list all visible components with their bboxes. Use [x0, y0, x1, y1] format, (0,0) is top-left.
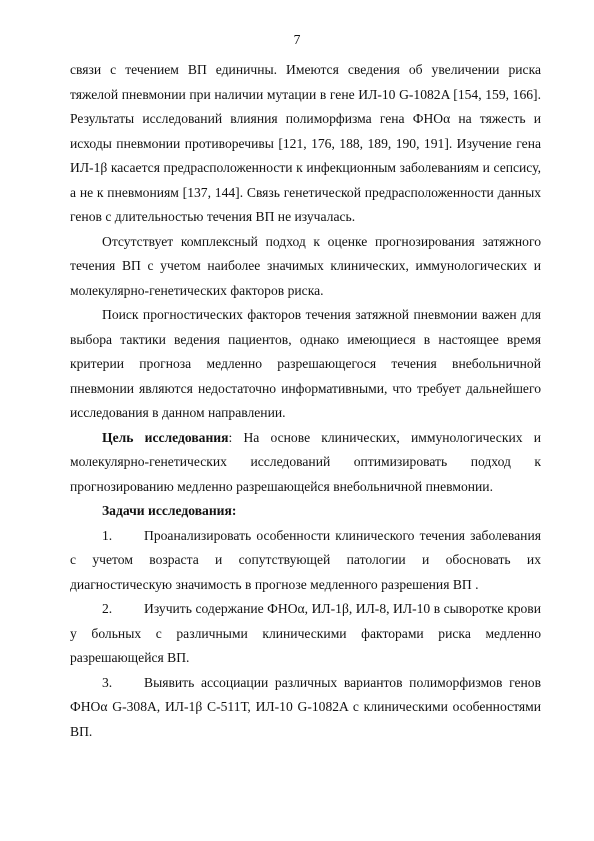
goal-text: : На основе клинических, иммунологических и молекулярно-генетических исследований оптимизировать подход к прогнозированию медленно разрешающейся внебольничной пневмонии.: [70, 429, 541, 494]
task-number: 1.: [102, 527, 113, 543]
task-text: Проанализировать особенности клинического течения заболевания с учетом возраста и сопутствующей патологии и обосновать их диагностическую значимость в прогнозе медленного разрешения ВП .: [70, 527, 541, 592]
paragraph-prognostic-factors: Поиск прогностических факторов течения затяжной пневмонии важен для выбора тактики ведения пациентов, однако имеющиеся в настоящее время критерии прогноза медленно разрешающегося течения внебольничной пневмонии являются недостаточно информативными, что требует дальнейшего исследования в данном направлении.: [70, 307, 541, 420]
tasks-heading: Задачи исследования:: [102, 503, 237, 518]
task-text: Выявить ассоциации различных вариантов полиморфизмов генов ФНОα G-308A, ИЛ-1β С-511Т, ИЛ-10 G-1082A с клиническими особенностями ВП.: [70, 674, 541, 739]
goal-label: Цель исследования: [102, 429, 229, 445]
task-text: Изучить содержание ФНОα, ИЛ-1β, ИЛ-8, ИЛ-10 в сыворотке крови у больных с различными клиническими факторами риска медленно разрешающейся ВП.: [70, 601, 541, 665]
task-number: 2.: [102, 601, 113, 616]
paragraph-no-approach: Отсутствует комплексный подход к оценке прогнозирования затяжного течения ВП с учетом наиболее значимых клинических, иммунологических и молекулярно-генетических факторов риска.: [70, 233, 541, 298]
task-item-2: [70, 597, 541, 671]
paragraph-goal: [70, 426, 541, 500]
task-number: 3.: [102, 674, 113, 690]
task-item-3: [70, 671, 541, 745]
task-item-1: [70, 524, 541, 598]
document-body: [70, 58, 541, 744]
paragraph-genetics: связи с течением ВП единичны. Имеются сведения об увеличении риска тяжелой пневмонии при наличии мутации в гене ИЛ-10 G-1082A [154, 159, 166]. Результаты исследований влияния полиморфизма гена ФНОα на тяжесть и исходы пневмонии противоречивы [121, 176, 188, 189, 190, 191]. Изучение гена ИЛ-1β касается предрасположенности к инфекционным заболеваниям и сепсису, а не к пневмониям [137, 144]. Связь генетической предрасположенности данных генов с длительностью течения ВП не изучалась.: [70, 62, 541, 224]
page-number: 7: [293, 32, 301, 47]
